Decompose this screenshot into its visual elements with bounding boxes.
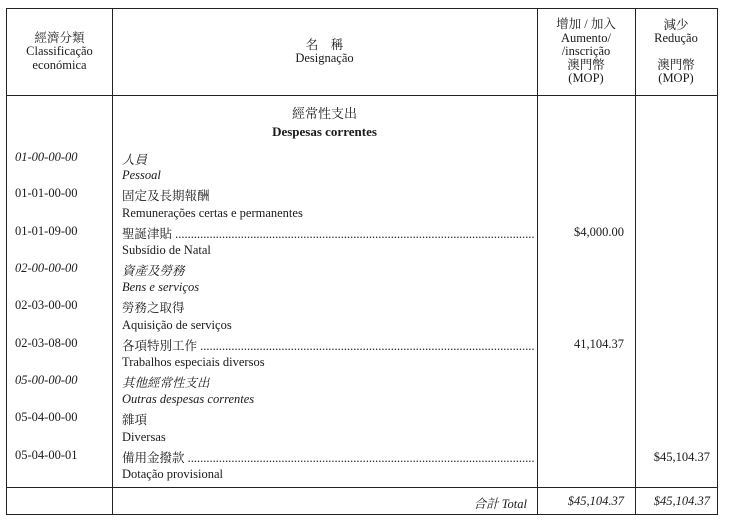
row-designation-zh: 雜項 (122, 413, 148, 427)
row-designation-pt: Bens e serviços (122, 280, 200, 294)
row-designation-pt: Pessoal (122, 168, 161, 182)
row-designation-pt: Outras despesas correntes (122, 392, 255, 406)
row-designation-zh: 其他經常性支出 (122, 376, 210, 390)
header-increase-pt-2: /inscrição (561, 44, 611, 59)
row-designation-zh: 備用金撥款 ..... (122, 448, 534, 466)
header-decrease-pt: Redução (654, 31, 698, 45)
section-title-pt: Despesas correntes (272, 124, 377, 139)
row-code: 05-00-00-00 (15, 373, 78, 387)
header-classification-pt-2: económica (32, 57, 87, 72)
header-decrease (635, 9, 717, 95)
header-classification (7, 9, 112, 95)
header-classification-pt: Classificação (26, 44, 93, 59)
row-designation-pt: Diversas (122, 430, 166, 444)
row-designation-zh: 固定及長期報酬 (122, 189, 210, 203)
row-code: 01-00-00-00 (15, 150, 78, 164)
row-code: 05-04-00-01 (15, 448, 78, 462)
header-increase-zh: 增加 / 加入 (556, 17, 616, 32)
header-divider (7, 95, 717, 96)
header-increase-currency-zh: 澳門幣 (567, 57, 605, 72)
total-divider (7, 487, 717, 488)
header-increase-currency: (MOP) (568, 71, 604, 86)
row-decrease-amount: $45,104.37 (653, 450, 710, 464)
header-increase (537, 9, 635, 95)
row-code: 02-03-00-00 (15, 298, 78, 312)
row-code: 01-01-09-00 (15, 224, 78, 238)
row-code: 05-04-00-00 (15, 410, 78, 424)
budget-table (6, 8, 718, 515)
row-designation-pt: Trabalhos especiais diversos (122, 355, 265, 369)
row-code: 02-00-00-00 (15, 261, 78, 275)
total-increase: $45,104.37 (567, 494, 624, 508)
row-designation-zh: 資產及勞務 (122, 264, 185, 278)
header-designation (112, 9, 537, 95)
row-code: 01-01-00-00 (15, 186, 78, 200)
header-designation-zh: 名 稱 (305, 37, 344, 52)
row-designation-zh: 各項特別工作 ..... (122, 336, 534, 354)
row-designation-zh: 人員 (122, 153, 148, 167)
row-designation-pt: Dotação provisional (122, 467, 224, 481)
row-designation-zh: 勞務之取得 (122, 301, 185, 315)
row-increase-amount: 41,104.37 (574, 337, 624, 351)
row-designation-pt: Aquisição de serviços (122, 318, 232, 332)
row-code: 02-03-08-00 (15, 336, 78, 350)
header-increase-pt: Aumento/ (561, 30, 611, 45)
header-classification-zh: 經濟分類 (34, 30, 85, 45)
row-increase-amount: $4,000.00 (574, 225, 624, 239)
row-designation-pt: Subsídio de Natal (122, 243, 211, 257)
header-decrease-currency-zh: 澳門幣 (657, 57, 695, 72)
total-decrease: $45,104.37 (653, 494, 710, 508)
total-label: 合計 Total (473, 497, 527, 511)
row-designation-zh: 聖誕津貼 ..... (122, 224, 534, 242)
header-designation-pt: Designação (295, 51, 354, 65)
row-designation-pt: Remunerações certas e permanentes (122, 206, 303, 220)
header-decrease-zh: 減少 (663, 17, 689, 32)
section-title-zh: 經常性支出 (291, 106, 357, 121)
header-decrease-currency: (MOP) (658, 71, 694, 85)
